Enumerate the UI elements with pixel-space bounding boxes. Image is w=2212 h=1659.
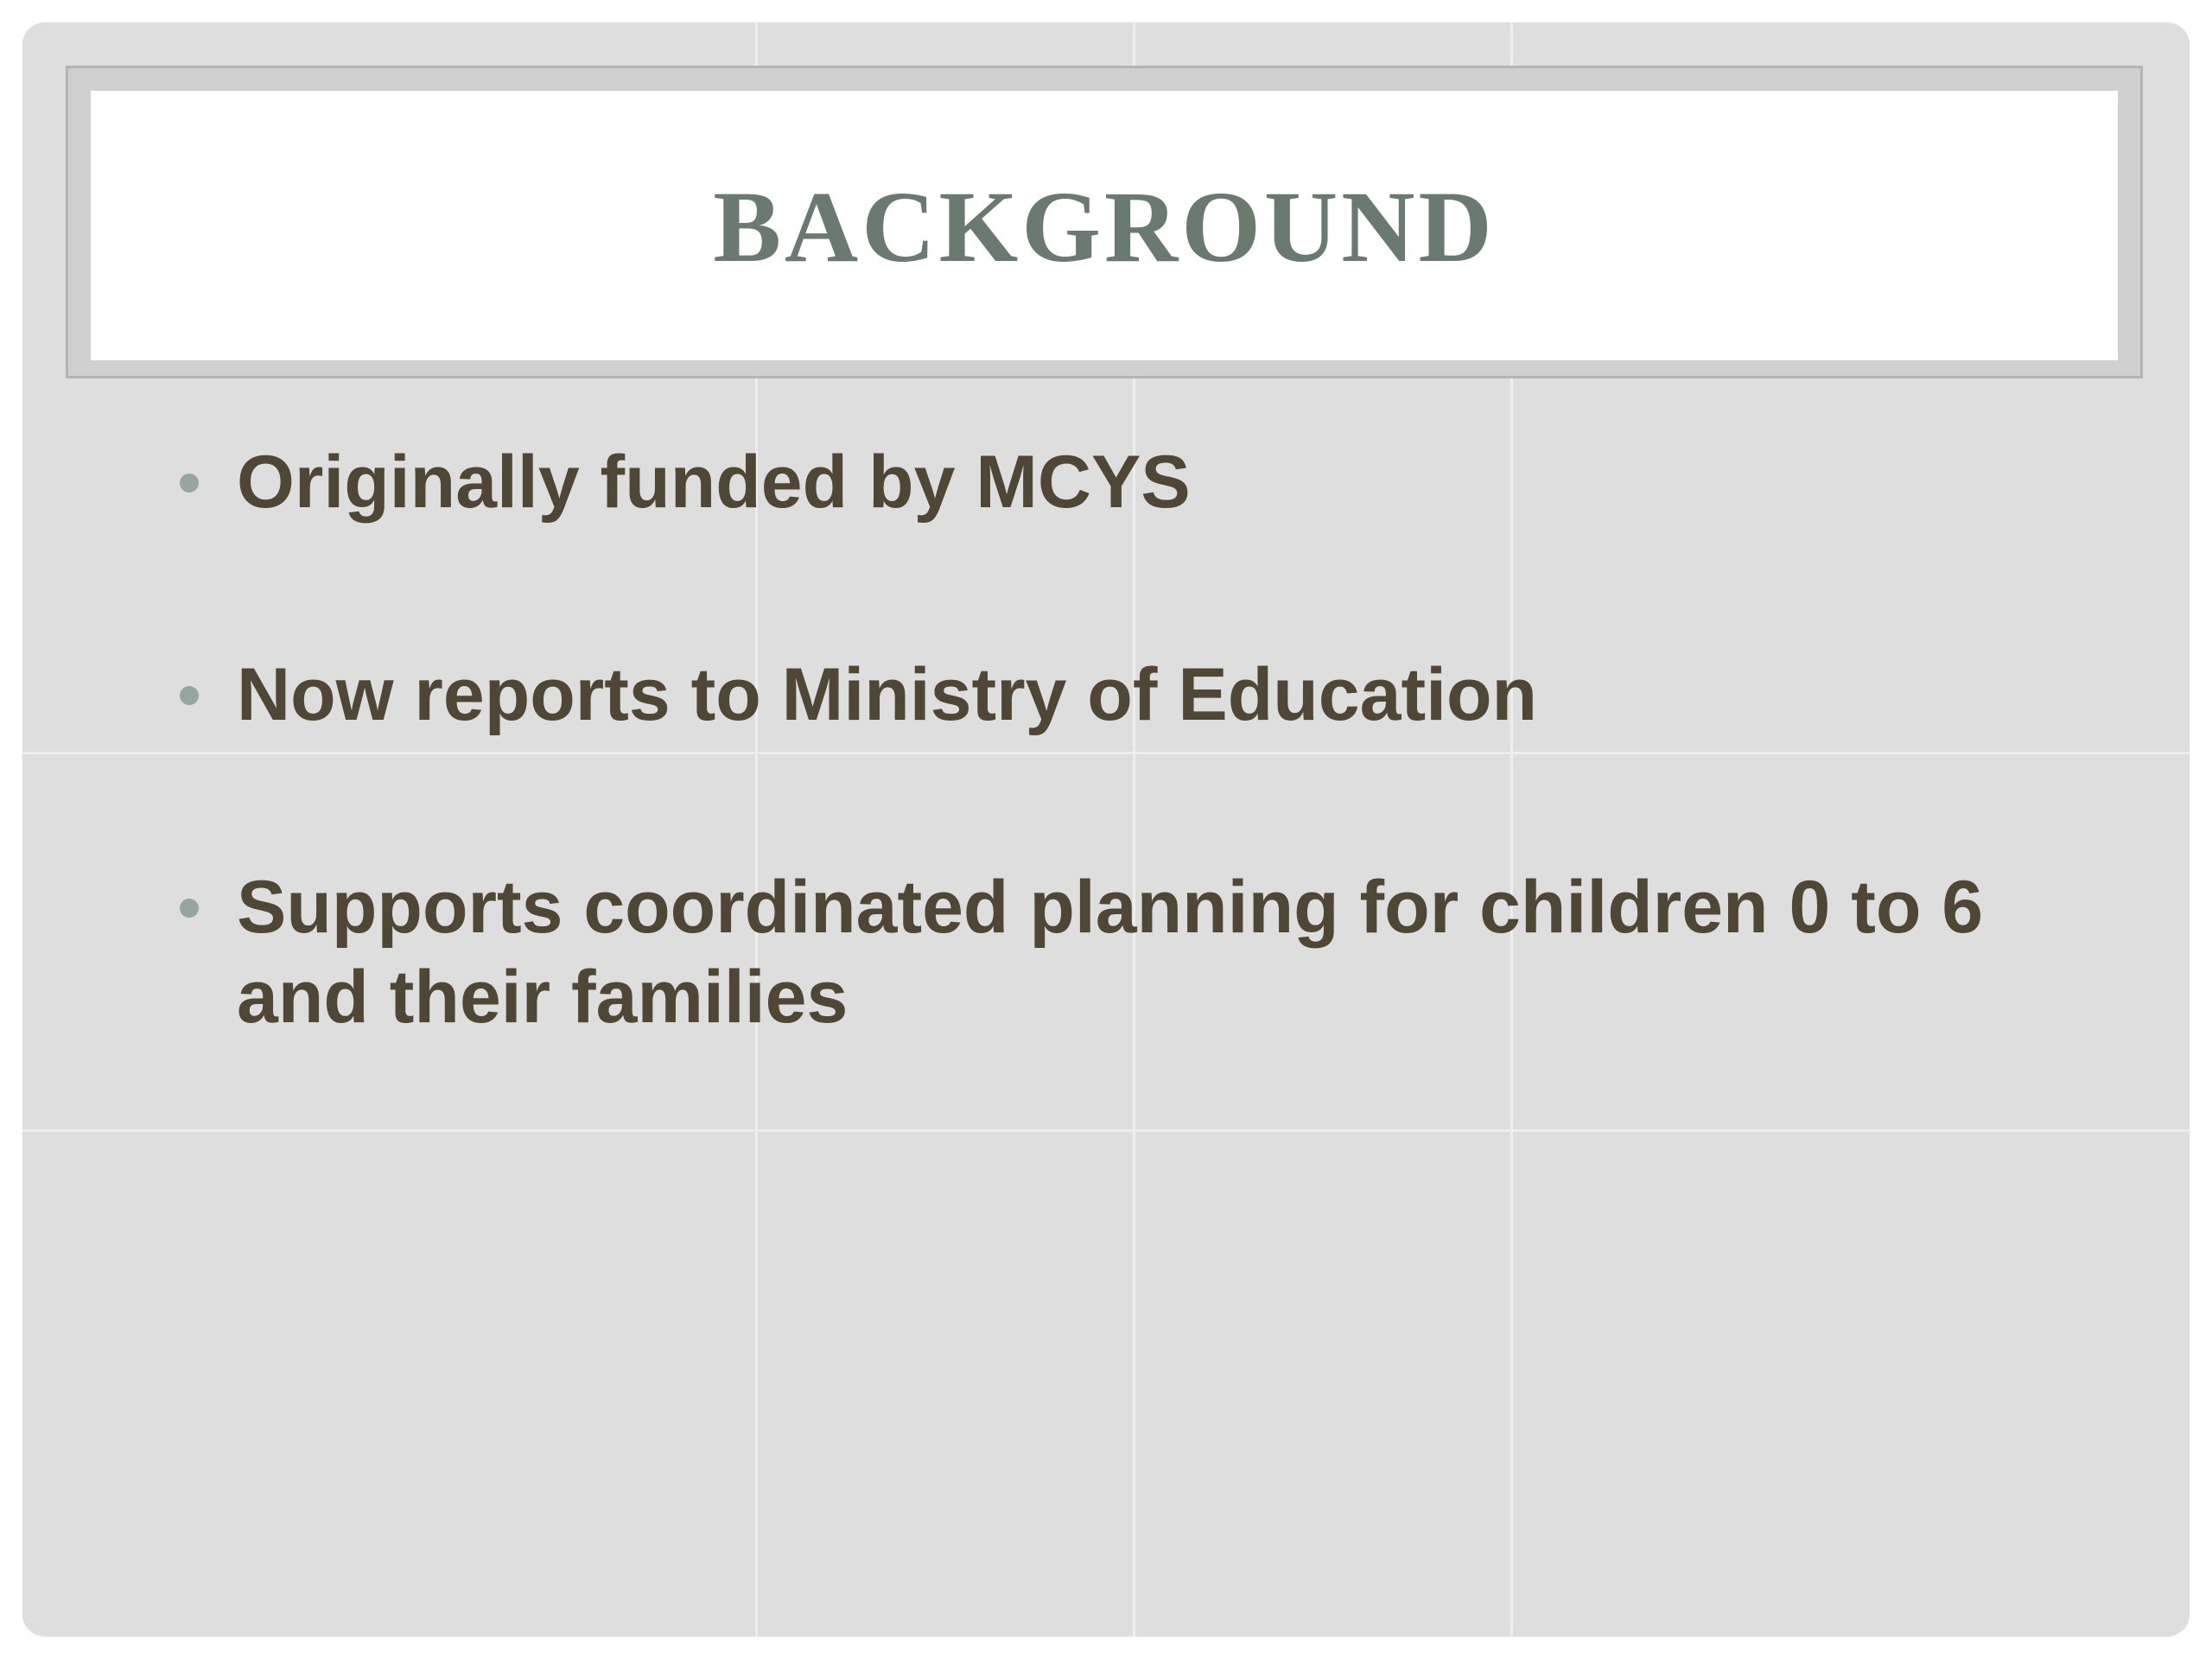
bullet-dot-icon <box>180 474 199 493</box>
bullet-item <box>161 862 2018 1042</box>
title-box <box>91 91 2118 360</box>
bullet-dot-icon <box>180 686 199 705</box>
bullet-item <box>161 437 2018 527</box>
slide-title: BACKGROUND <box>713 170 1496 283</box>
bullet-dot-icon <box>180 899 199 918</box>
bullet-text: Now reports to Ministry of Education <box>237 653 1538 736</box>
bullet-item <box>161 650 2018 740</box>
bullet-text: Originally funded by MCYS <box>237 441 1191 524</box>
bullet-list <box>161 437 2018 1165</box>
title-frame <box>66 66 2143 378</box>
bullet-text: Supports coordinated planning for children 0 to 6 and their families <box>237 866 1984 1039</box>
slide <box>22 22 2190 1637</box>
